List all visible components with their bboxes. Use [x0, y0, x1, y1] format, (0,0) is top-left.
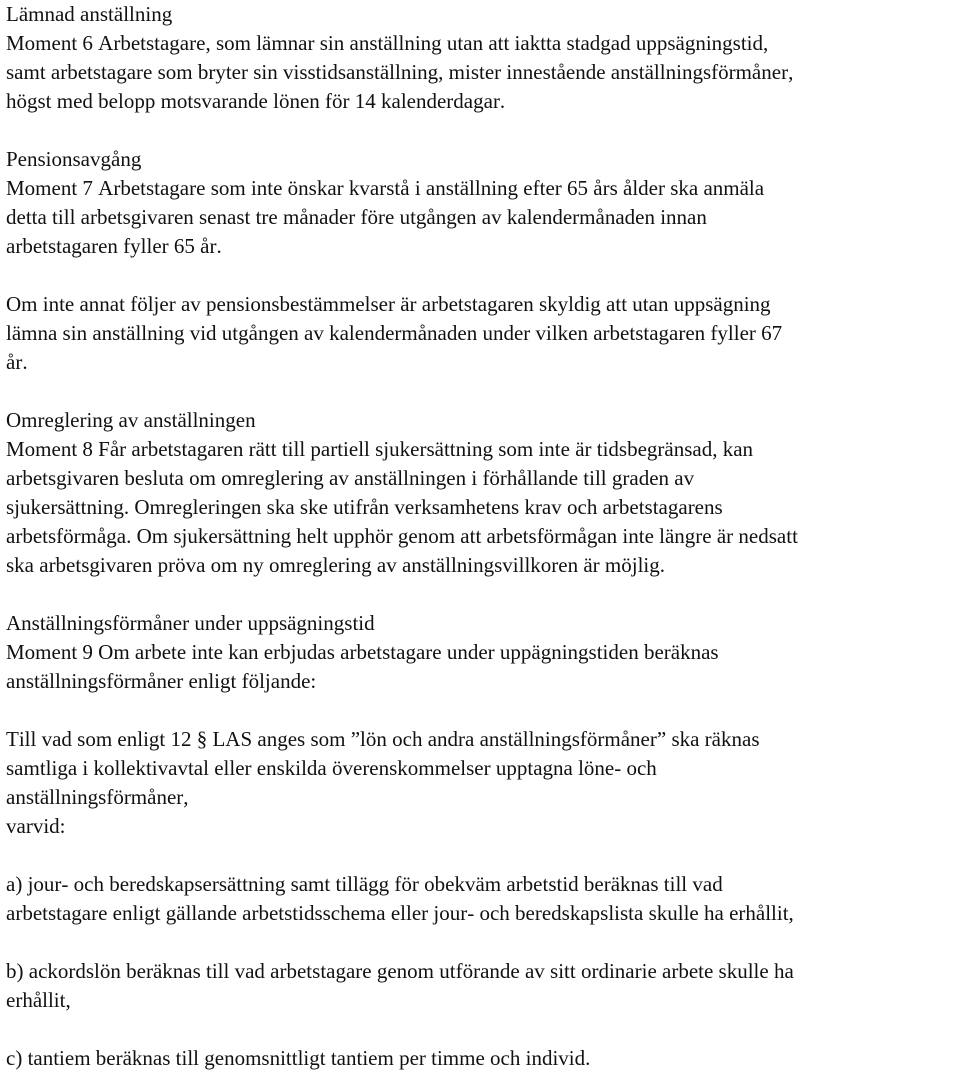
- paragraph-gap: [6, 116, 956, 145]
- paragraph-line: varvid:: [6, 814, 66, 838]
- paragraph-line: Moment 7 Arbetstagare som inte önskar kvarstå i anställning efter 65 års ålder ska anmäla: [6, 176, 765, 200]
- paragraph-line: arbetsförmåga. Om sjukersättning helt upphör genom att arbetsförmågan inte längre är nedsatt: [6, 524, 798, 548]
- paragraph-gap: [6, 377, 956, 406]
- paragraph-line: Moment 8 Får arbetstagaren rätt till partiell sjukersättning som inte är tidsbegränsad, kan: [6, 437, 754, 461]
- list-item-b: [6, 957, 956, 1015]
- paragraph-gap: [6, 1015, 956, 1044]
- section-anstallningsformaner: [6, 609, 956, 696]
- document-page: [6, 0, 956, 1073]
- section-omreglering: [6, 406, 956, 580]
- paragraph-line: arbetstagaren fyller 65 år.: [6, 234, 222, 258]
- paragraph-line: samt arbetstagare som bryter sin visstidsanställning, mister innestående anställningsförmåner,: [6, 60, 794, 84]
- paragraph-line: c) tantiem beräknas till genomsnittligt tantiem per timme och individ.: [6, 1046, 591, 1070]
- paragraph-line: sjukersättning. Omregleringen ska ske utifrån verksamhetens krav och arbetstagarens: [6, 495, 723, 519]
- paragraph-line: Moment 6 Arbetstagare, som lämnar sin anställning utan att iaktta stadgad uppsägningstid,: [6, 31, 769, 55]
- paragraph-line: ska arbetsgivaren pröva om ny omreglering av anställningsvillkoren är möjlig.: [6, 553, 665, 577]
- paragraph-gap: [6, 928, 956, 957]
- paragraph-line: b) ackordslön beräknas till vad arbetstagare genom utförande av sitt ordinarie arbete skulle ha: [6, 959, 794, 983]
- paragraph-line: samtliga i kollektivavtal eller enskilda överenskommelser upptagna löne- och: [6, 756, 657, 780]
- paragraph-gap: [6, 580, 956, 609]
- paragraph-line: år.: [6, 350, 28, 374]
- section-heading: Omreglering av anställningen: [6, 408, 256, 432]
- section-heading: Anställningsförmåner under uppsägningstid: [6, 611, 375, 635]
- paragraph-line: anställningsförmåner,: [6, 785, 189, 809]
- paragraph-line: detta till arbetsgivaren senast tre månader före utgången av kalendermånaden innan: [6, 205, 707, 229]
- paragraph-line: högst med belopp motsvarande lönen för 14 kalenderdagar.: [6, 89, 506, 113]
- paragraph-line: erhållit,: [6, 988, 71, 1012]
- section-lamnad-anstallning: [6, 0, 956, 116]
- paragraph-line: a) jour- och beredskapsersättning samt tillägg för obekväm arbetstid beräknas till vad: [6, 872, 723, 896]
- paragraph-line: lämna sin anställning vid utgången av kalendermånaden under vilken arbetstagaren fyller 67: [6, 321, 783, 345]
- section-heading: Pensionsavgång: [6, 147, 142, 171]
- paragraph-gap: [6, 261, 956, 290]
- paragraph-line: arbetstagare enligt gällande arbetstidsschema eller jour- och beredskapslista skulle ha erhållit,: [6, 901, 794, 925]
- paragraph-line: Moment 9 Om arbete inte kan erbjudas arbetstagare under uppägningstiden beräknas: [6, 640, 719, 664]
- paragraph-line: arbetsgivaren besluta om omreglering av anställningen i förhållande till graden av: [6, 466, 695, 490]
- list-item-a: [6, 870, 956, 928]
- paragraph-las: [6, 725, 956, 841]
- paragraph-gap: [6, 841, 956, 870]
- paragraph-line: Till vad som enligt 12 § LAS anges som ”lön och andra anställningsförmåner” ska räknas: [6, 727, 760, 751]
- paragraph-line: Om inte annat följer av pensionsbestämmelser är arbetstagaren skyldig att utan uppsägning: [6, 292, 771, 316]
- paragraph-gap: [6, 696, 956, 725]
- paragraph-pensionsbestammelser: [6, 290, 956, 377]
- section-heading: Lämnad anställning: [6, 2, 173, 26]
- section-pensionsavgang: [6, 145, 956, 261]
- list-item-c: [6, 1044, 956, 1073]
- paragraph-line: anställningsförmåner enligt följande:: [6, 669, 317, 693]
